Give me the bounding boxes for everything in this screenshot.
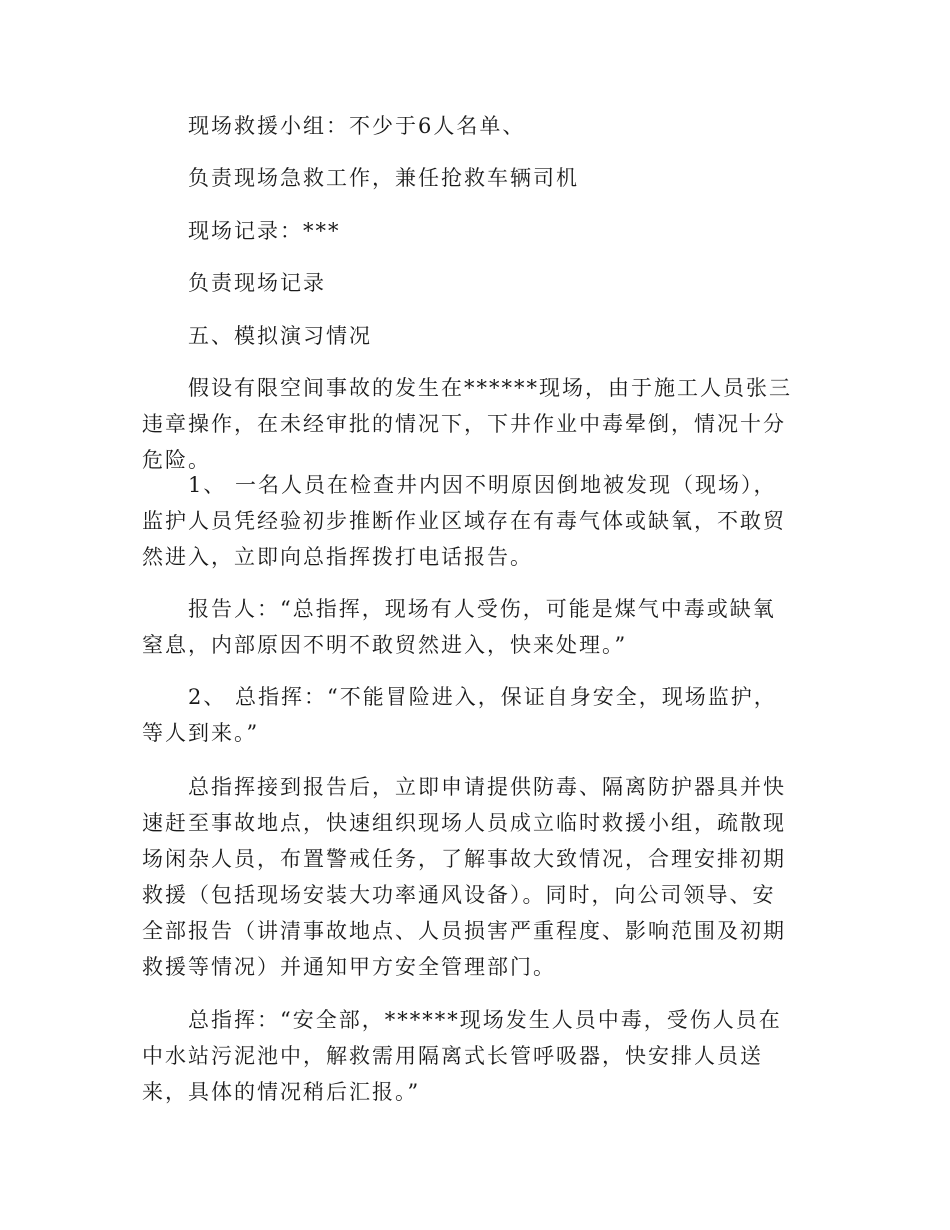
paragraph-commander-call: 总指挥：“安全部，******现场发生人员中毒，受伤人员在中水站污泥池中，解救需用隔离式长管呼吸器，快安排人员送来，具体的情况稍后汇报。”	[142, 1008, 782, 1104]
paragraph-scenario: 假设有限空间事故的发生在******现场，由于施工人员张三违章操作，在未经审批的情况下，下井作业中毒晕倒，情况十分危险。	[142, 376, 792, 472]
paragraph-rescue-team: 现场救援小组：不少于6人名单、	[188, 114, 526, 138]
paragraph-recorder-duty: 负责现场记录	[188, 271, 326, 295]
paragraph-reporter-call: 报告人：“总指挥，现场有人受伤，可能是煤气中毒或缺氧窒息，内部原因不明不敢贸然进入，快来处理。”	[142, 597, 776, 657]
paragraph-rescue-duty: 负责现场急救工作，兼任抢救车辆司机	[188, 166, 579, 190]
paragraph-recorder: 现场记录：***	[188, 219, 341, 243]
paragraph-step-2: 2、 总指挥：“不能冒险进入，保证自身安全，现场监护，等人到来。”	[142, 685, 777, 745]
paragraph-step-1: 1、 一名人员在检查井内因不明原因倒地被发现（现场），监护人员凭经验初步推断作业区域存在有毒气体或缺氧，不敢贸然进入，立即向总指挥拨打电话报告。	[142, 473, 786, 569]
paragraph-commander-actions: 总指挥接到报告后，立即申请提供防毒、隔离防护器具并快速赶至事故地点，快速组织现场人员成立临时救援小组，疏散现场闲杂人员，布置警戒任务，了解事故大致情况，合理安排初期救援（包括现场安装大功率通风设备）。同时，向公司领导、安全部报告（讲清事故地点、人员损害严重程度、影响范围及初期救援等情况）并通知甲方安全管理部门。	[142, 775, 786, 979]
section-heading-drill: 五、模拟演习情况	[188, 324, 372, 348]
